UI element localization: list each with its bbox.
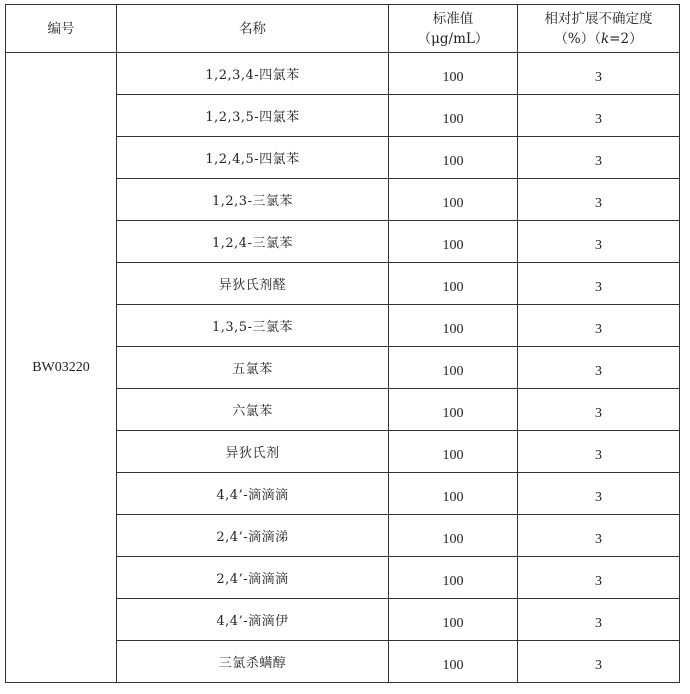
compound-name-cell: 异狄氏剂 (117, 431, 389, 473)
standard-value-cell: 100 (389, 641, 518, 683)
uncertainty-cell: 3 (518, 305, 680, 347)
standard-value-cell: 100 (389, 263, 518, 305)
header-coverage-factor-value: =2） (609, 30, 643, 47)
uncertainty-cell: 3 (518, 431, 680, 473)
standard-value-cell: 100 (389, 557, 518, 599)
compound-name-cell: 4,4’-滴滴滴 (117, 473, 389, 515)
compound-name-cell: 六氯苯 (117, 389, 389, 431)
uncertainty-cell: 3 (518, 53, 680, 95)
uncertainty-cell: 3 (518, 137, 680, 179)
table-row (6, 53, 680, 95)
header-uncertainty-unit: （%）（ (554, 30, 601, 47)
standard-value-cell: 100 (389, 473, 518, 515)
compound-name-cell: 1,2,4,5-四氯苯 (117, 137, 389, 179)
standard-value-cell: 100 (389, 347, 518, 389)
standard-value-cell: 100 (389, 515, 518, 557)
uncertainty-cell: 3 (518, 179, 680, 221)
uncertainty-cell: 3 (518, 641, 680, 683)
compound-name-cell: 三氯杀螨醇 (117, 641, 389, 683)
code-cell: BW03220 (6, 53, 117, 683)
compound-name-cell: 异狄氏剂醛 (117, 263, 389, 305)
uncertainty-cell: 3 (518, 389, 680, 431)
header-code: 编号 (6, 5, 117, 53)
compound-name-cell: 1,2,3,5-四氯苯 (117, 95, 389, 137)
uncertainty-cell: 3 (518, 599, 680, 641)
uncertainty-cell: 3 (518, 515, 680, 557)
standard-value-cell: 100 (389, 599, 518, 641)
standard-value-cell: 100 (389, 53, 518, 95)
standards-table (5, 4, 680, 683)
compound-name-cell: 1,3,5-三氯苯 (117, 305, 389, 347)
header-name: 名称 (117, 5, 389, 53)
table-body (6, 53, 680, 683)
header-uncertainty (518, 5, 680, 53)
compound-name-cell: 五氯苯 (117, 347, 389, 389)
header-uncertainty-line1: 相对扩展不确定度 (544, 10, 653, 27)
uncertainty-cell: 3 (518, 221, 680, 263)
compound-name-cell: 2,4’-滴滴滴 (117, 557, 389, 599)
header-uncertainty-line2 (518, 29, 679, 49)
compound-name-cell: 1,2,4-三氯苯 (117, 221, 389, 263)
header-standard-value-unit: （μg/mL） (417, 30, 489, 47)
standard-value-cell: 100 (389, 95, 518, 137)
header-coverage-factor-symbol: k (600, 30, 610, 47)
uncertainty-cell: 3 (518, 473, 680, 515)
compound-name-cell: 4,4’-滴滴伊 (117, 599, 389, 641)
compound-name-cell: 2,4’-滴滴涕 (117, 515, 389, 557)
standard-value-cell: 100 (389, 431, 518, 473)
header-row (6, 5, 680, 53)
header-standard-value (389, 5, 518, 53)
compound-name-cell: 1,2,3,4-四氯苯 (117, 53, 389, 95)
standard-value-cell: 100 (389, 137, 518, 179)
compound-name-cell: 1,2,3-三氯苯 (117, 179, 389, 221)
uncertainty-cell: 3 (518, 95, 680, 137)
uncertainty-cell: 3 (518, 557, 680, 599)
uncertainty-cell: 3 (518, 263, 680, 305)
standard-value-cell: 100 (389, 389, 518, 431)
standard-value-cell: 100 (389, 179, 518, 221)
standard-value-cell: 100 (389, 305, 518, 347)
standard-value-cell: 100 (389, 221, 518, 263)
uncertainty-cell: 3 (518, 347, 680, 389)
header-standard-value-line1: 标准值 (432, 10, 474, 27)
